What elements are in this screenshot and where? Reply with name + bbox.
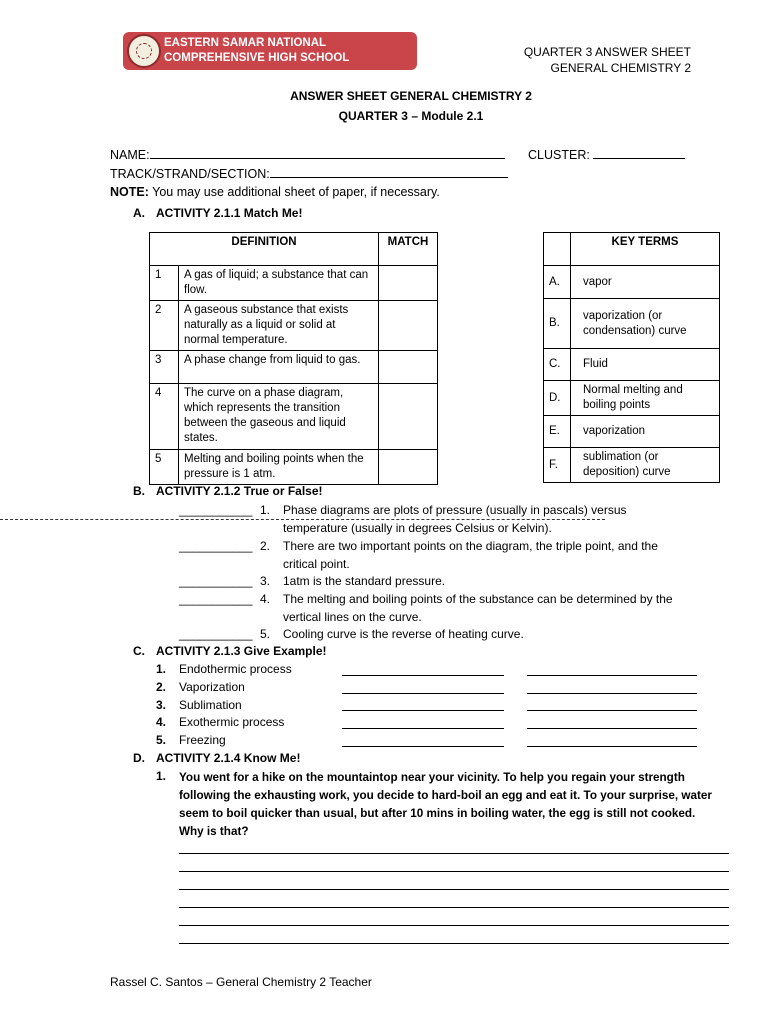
key-term: vaporization (or condensation) curve bbox=[571, 299, 720, 349]
tf-text: The melting and boiling points of the substance can be determined by the bbox=[283, 592, 673, 606]
definition-table bbox=[149, 232, 438, 485]
def-num: 1 bbox=[150, 266, 179, 301]
section-c-label: C. bbox=[133, 644, 145, 658]
example-num: 4. bbox=[156, 715, 167, 729]
example-num: 3. bbox=[156, 698, 167, 712]
example-num: 1. bbox=[156, 662, 167, 676]
key-letter: E. bbox=[544, 416, 571, 448]
match-cell[interactable] bbox=[379, 266, 438, 301]
header-right-line-1: QUARTER 3 ANSWER SHEET bbox=[523, 45, 691, 59]
essay-answer-line[interactable] bbox=[179, 907, 729, 908]
page-title: ANSWER SHEET GENERAL CHEMISTRY 2 bbox=[290, 89, 532, 103]
essay-answer-line[interactable] bbox=[179, 943, 729, 944]
essay-answer-line[interactable] bbox=[179, 853, 729, 854]
footer: Rassel C. Santos – General Chemistry 2 Teacher bbox=[110, 975, 372, 989]
cluster-input[interactable] bbox=[593, 147, 685, 159]
question-text: You went for a hike on the mountaintop near your vicinity. To help you regain your strength following the exhausting work, you decide to hard-boil an egg and eat it. To your surprise, water seem to boil quicker than usual, but after 10 mins in boiling water, the egg is still not cooked. Why is that? bbox=[179, 771, 712, 838]
school-name: EASTERN SAMAR NATIONAL COMPREHENSIVE HIGH SCHOOL bbox=[164, 37, 350, 64]
track-input[interactable] bbox=[270, 166, 508, 178]
section-d-label: D. bbox=[133, 751, 145, 765]
essay-answer-line[interactable] bbox=[179, 925, 729, 926]
cluster-label: CLUSTER: bbox=[528, 148, 590, 162]
def-text: A gas of liquid; a substance that can flow. bbox=[179, 266, 379, 301]
track-field bbox=[110, 166, 508, 181]
key-term: sublimation (or deposition) curve bbox=[571, 448, 720, 483]
example-num: 2. bbox=[156, 680, 167, 694]
key-letter: F. bbox=[544, 448, 571, 483]
match-cell[interactable] bbox=[379, 351, 438, 384]
def-num: 3 bbox=[150, 351, 179, 384]
example-answer-line[interactable] bbox=[527, 675, 697, 676]
name-field bbox=[110, 147, 505, 162]
header-right bbox=[470, 44, 691, 76]
question-num: 1. bbox=[156, 769, 167, 783]
example-label: Sublimation bbox=[179, 698, 242, 712]
key-letter: D. bbox=[544, 381, 571, 416]
section-a-title: ACTIVITY 2.1.1 Match Me! bbox=[156, 206, 303, 220]
note bbox=[110, 185, 440, 199]
tf-blank[interactable]: ___________ bbox=[179, 503, 253, 517]
tf-item bbox=[179, 625, 724, 643]
tf-text-2: critical point. bbox=[283, 557, 350, 571]
def-num: 4 bbox=[150, 384, 179, 450]
tf-num: 1. bbox=[260, 503, 271, 517]
tf-text-2: temperature (usually in degrees Celsius or Kelvin). bbox=[283, 521, 552, 535]
def-text: Melting and boiling points when the pressure is 1 atm. bbox=[179, 450, 379, 485]
def-num: 2 bbox=[150, 301, 179, 351]
tf-blank[interactable]: ___________ bbox=[179, 574, 253, 588]
tf-item bbox=[179, 501, 724, 537]
match-header: MATCH bbox=[379, 233, 438, 266]
key-letter: C. bbox=[544, 349, 571, 381]
school-banner bbox=[123, 32, 417, 70]
match-cell[interactable] bbox=[379, 450, 438, 485]
match-cell[interactable] bbox=[379, 301, 438, 351]
def-text: The curve on a phase diagram, which represents the transition between the gaseous and liquid states. bbox=[179, 384, 379, 450]
example-answer-line[interactable] bbox=[527, 746, 697, 747]
example-answer-line[interactable] bbox=[342, 746, 504, 747]
tf-item bbox=[179, 572, 724, 590]
def-num: 5 bbox=[150, 450, 179, 485]
tf-num: 5. bbox=[260, 627, 271, 641]
tf-blank[interactable]: ___________ bbox=[179, 592, 253, 606]
note-label: NOTE: bbox=[110, 185, 149, 199]
page-subtitle: QUARTER 3 – Module 2.1 bbox=[338, 109, 484, 123]
def-text: A phase change from liquid to gas. bbox=[179, 351, 379, 384]
definition-header: DEFINITION bbox=[150, 233, 379, 266]
section-a-label: A. bbox=[133, 206, 145, 220]
tf-text: Phase diagrams are plots of pressure (usually in pascals) versus bbox=[283, 503, 627, 517]
header-right-line-2: GENERAL CHEMISTRY 2 bbox=[550, 61, 691, 75]
example-label: Exothermic process bbox=[179, 715, 285, 729]
example-label: Endothermic process bbox=[179, 662, 292, 676]
key-terms-header: KEY TERMS bbox=[571, 233, 720, 266]
example-answer-line[interactable] bbox=[527, 728, 697, 729]
section-b-label: B. bbox=[133, 484, 145, 498]
tf-text: 1atm is the standard pressure. bbox=[283, 574, 446, 588]
essay-answer-line[interactable] bbox=[179, 889, 729, 890]
example-answer-line[interactable] bbox=[527, 693, 697, 694]
track-label: TRACK/STRAND/SECTION: bbox=[110, 167, 270, 181]
tf-blank[interactable]: ___________ bbox=[179, 627, 253, 641]
tf-item bbox=[179, 537, 724, 573]
tf-num: 4. bbox=[260, 592, 271, 606]
match-cell[interactable] bbox=[379, 384, 438, 450]
key-terms-table bbox=[543, 232, 720, 483]
key-term: Fluid bbox=[571, 349, 720, 381]
school-seal-icon bbox=[127, 34, 161, 68]
example-num: 5. bbox=[156, 733, 167, 747]
essay-answer-line[interactable] bbox=[179, 871, 729, 872]
key-term: vaporization bbox=[571, 416, 720, 448]
tf-text: There are two important points on the diagram, the triple point, and the bbox=[283, 539, 658, 553]
example-label: Vaporization bbox=[179, 680, 245, 694]
tf-text-2: vertical lines on the curve. bbox=[283, 610, 422, 624]
key-term: Normal melting and boiling points bbox=[571, 381, 720, 416]
example-label: Freezing bbox=[179, 733, 226, 747]
key-letter: B. bbox=[544, 299, 571, 349]
tf-num: 3. bbox=[260, 574, 271, 588]
section-d-title: ACTIVITY 2.1.4 Know Me! bbox=[156, 751, 301, 765]
key-letter-header bbox=[544, 233, 571, 266]
section-b-title: ACTIVITY 2.1.2 True or False! bbox=[156, 484, 323, 498]
name-input[interactable] bbox=[150, 147, 505, 159]
example-answer-line[interactable] bbox=[527, 710, 697, 711]
key-term: vapor bbox=[571, 266, 720, 299]
cluster-field bbox=[528, 147, 685, 162]
tf-num: 2. bbox=[260, 539, 271, 553]
def-text: A gaseous substance that exists naturally as a liquid or solid at normal temperature. bbox=[179, 301, 379, 351]
example-answer-line[interactable] bbox=[342, 728, 504, 729]
key-letter: A. bbox=[544, 266, 571, 299]
tf-text: Cooling curve is the reverse of heating curve. bbox=[283, 627, 524, 641]
note-text: You may use additional sheet of paper, if necessary. bbox=[148, 185, 440, 199]
tf-item bbox=[179, 590, 724, 626]
section-c-title: ACTIVITY 2.1.3 Give Example! bbox=[156, 644, 327, 658]
name-label: NAME: bbox=[110, 148, 150, 162]
example-answer-line[interactable] bbox=[342, 675, 504, 676]
example-answer-line[interactable] bbox=[342, 710, 504, 711]
tf-blank[interactable]: ___________ bbox=[179, 539, 253, 553]
example-answer-line[interactable] bbox=[342, 693, 504, 694]
